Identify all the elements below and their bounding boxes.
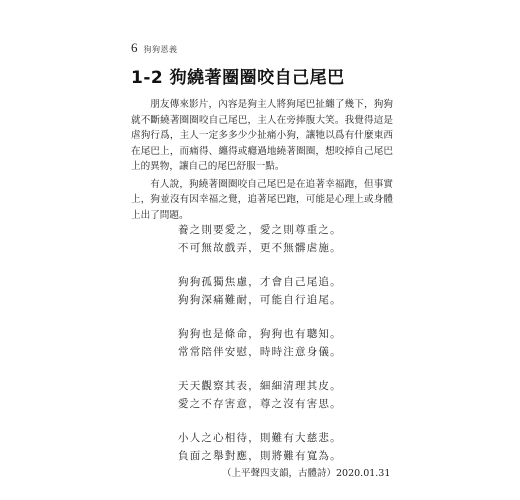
poem-line: 常常陪伴安慰，時時注意身儀。 — [178, 346, 342, 358]
poem-line: 愛之不存害意，尊之沒有害思。 — [178, 398, 342, 410]
poem-line: 養之則要愛之，愛之則尊重之。 — [178, 224, 342, 236]
poem-line: 天天觀察其表，細細清理其皮。 — [178, 380, 342, 392]
chapter-title: 1-2 狗繞著圈圈咬自己尾巴 — [131, 68, 345, 88]
page-number: 6 — [131, 40, 138, 55]
prose-paragraph: 有人說，狗繞著圈圈咬自己尾巴是在追著幸福跑，但事實上，狗並沒有因幸福之覺，追著尾巴跑，可能是心理上或身體上出了問題。 — [131, 178, 393, 221]
poem-line: 負面之舉對應，則將難有寬為。 — [178, 450, 342, 462]
poem-line: 小人之心相待，則難有大慈悲。 — [178, 432, 342, 444]
poem-stanza — [178, 377, 378, 413]
poem-rhyme-note: （上平聲四支韻，古體詩）2020.01.31 — [222, 468, 391, 479]
running-head — [131, 40, 178, 56]
poem-line: 狗狗也是條命，狗狗也有聰知。 — [178, 328, 342, 340]
prose-paragraph: 朋友傳來影片，內容是狗主人將狗尾巴扯纏了幾下，狗狗就不斷繞著圈圈咬自己尾巴，主人在旁捧腹大笑。我覺得這是虐狗行爲，主人一定多多少少扯痛小狗，讓牠以爲有什麼東西在尾巴上，而痛得、纏得或癮過地繞著圈圈，想咬掉自己尾巴上的異物，讓自己的尾巴舒服一點。 — [131, 99, 393, 172]
poem-stanza — [178, 325, 378, 361]
poem-stanza — [178, 429, 378, 465]
poem-stanza — [178, 221, 378, 257]
poem-line: 不可無故戲弄，更不無髒虐施。 — [178, 242, 342, 254]
poem-line: 狗狗孤獨焦慮，才會自己尾追。 — [178, 276, 342, 288]
poem-stanza — [178, 273, 378, 309]
poem — [178, 221, 378, 481]
prose-body — [131, 97, 393, 225]
poem-line: 狗狗深痛難耐，可能自行追尾。 — [178, 294, 342, 306]
running-head-book-title: 狗狗恩義 — [143, 45, 178, 54]
